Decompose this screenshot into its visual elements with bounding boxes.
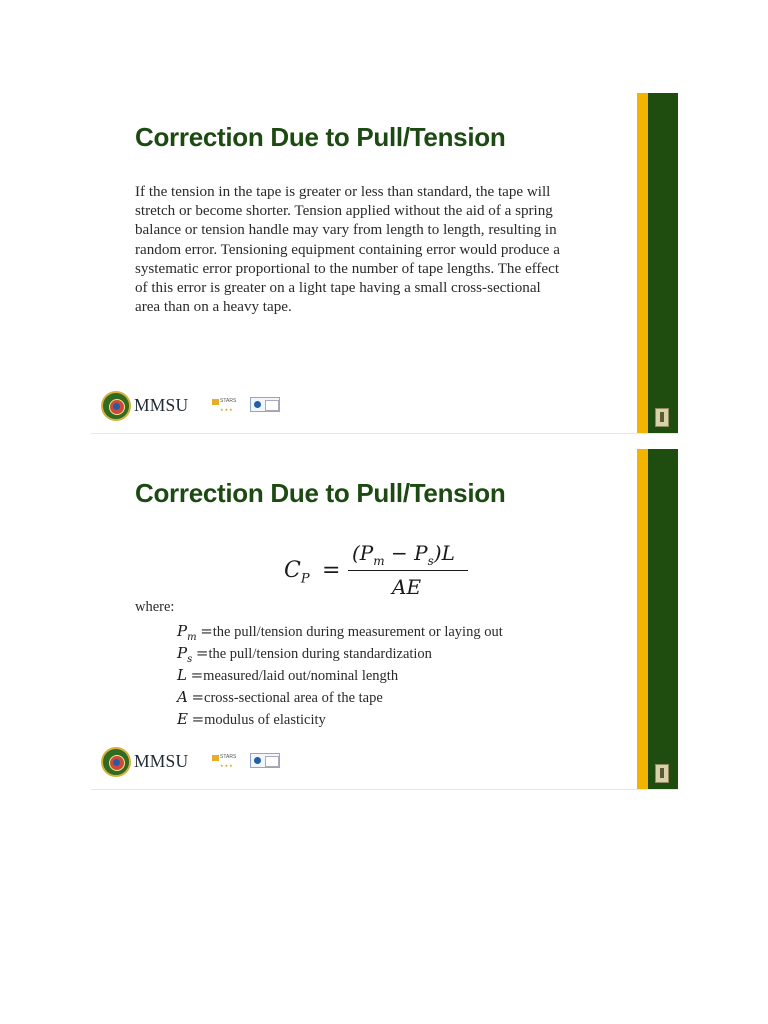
definition-item: E =modulus of elasticity — [177, 710, 326, 728]
variable-definitions — [177, 622, 503, 732]
gold-stripe — [637, 449, 648, 789]
fraction-bar — [348, 570, 468, 571]
formula-numerator: $(P_m - P_s)L$ — [352, 541, 455, 568]
definition-item: $P_s =the$ pull/tension during standardization — [177, 644, 432, 665]
pull-correction-formula — [284, 539, 474, 605]
stars-label: STARS — [220, 398, 237, 404]
definition-item: L =measured/laid out/nominal length — [177, 666, 399, 684]
corner-logo-icon — [655, 764, 669, 783]
formula-denominator: AE — [392, 575, 422, 599]
green-stripe — [648, 93, 678, 433]
accreditation-badge-icon — [250, 397, 280, 412]
slide-2 — [91, 449, 678, 790]
slide-title: Correction Due to Pull/Tension — [135, 478, 506, 508]
formula-lhs: $C_P$ — [284, 558, 310, 587]
stars-rating-logo-icon: STARS ★★★ — [212, 753, 242, 768]
gold-stripe — [637, 93, 648, 433]
green-stripe — [648, 449, 678, 789]
brand-name: MMSU — [134, 395, 189, 415]
slide-paragraph: If the tension in the tape is greater or less than standard, the tape will stretch or become shorter. Tension applied without the aid of a spring balance or tension handle may vary from length to length, resulting in random error. Tensioning equipment containing error would produce a systematic error proportional to the number of tape lengths. The effect of this error is greater on a light tape having a small cross-sectional area than on a heavy tape. — [135, 184, 560, 316]
slide-1 — [91, 93, 678, 434]
accreditation-badge-icon — [250, 753, 280, 768]
definition-item: A =cross-sectional area of the tape — [177, 688, 383, 706]
university-seal-icon — [101, 747, 131, 777]
slide-title: Correction Due to Pull/Tension — [135, 122, 506, 152]
corner-logo-icon — [655, 408, 669, 427]
stars-label: STARS — [220, 754, 237, 760]
definition-item: $P_m =the$ pull/tension during measurement or laying out — [177, 622, 503, 643]
university-seal-icon — [101, 391, 131, 421]
brand-name: MMSU — [134, 751, 189, 771]
where-label: where: — [135, 599, 175, 615]
stars-rating-logo-icon: STARS ★★★ — [212, 397, 242, 412]
formula-equals: = — [322, 558, 341, 583]
